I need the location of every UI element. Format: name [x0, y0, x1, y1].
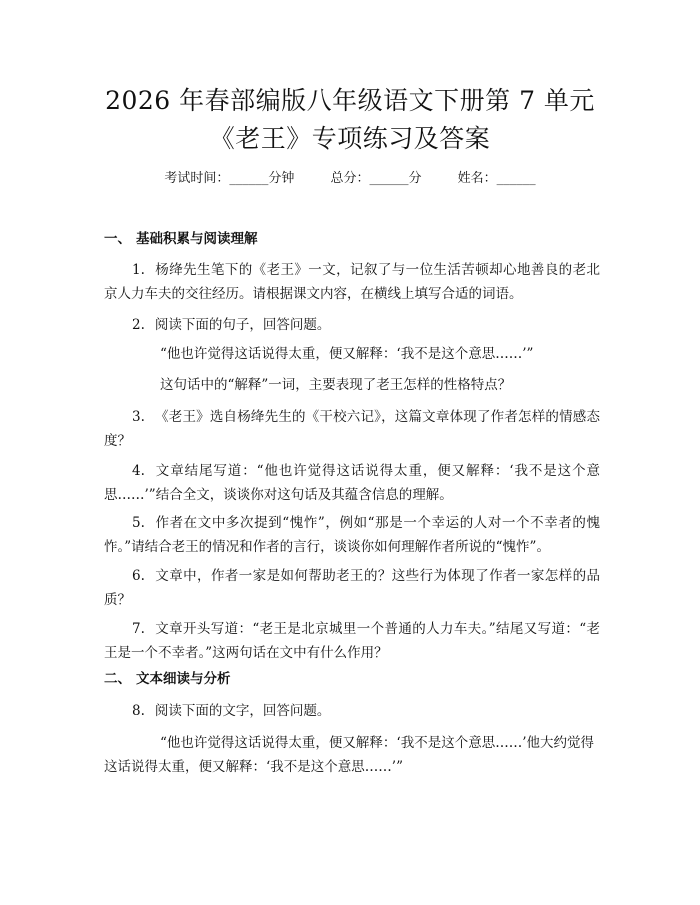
question-number: 7. [132, 621, 145, 637]
section-heading-2 [104, 670, 231, 688]
question-number: 3. [132, 409, 145, 425]
section-number: 一、 [104, 231, 131, 247]
question-text: 阅读下面的句子，回答问题。 [154, 317, 331, 333]
question-8-quote: “他也许觉得这话说得太重，便又解释：‘我不是这个意思……’他大约觉得这话说得太重，便又解释：‘我不是这个意思……’” [104, 735, 594, 775]
section-title: 基础积累与阅读理解 [136, 231, 258, 247]
document-title-line-2: 《老王》专项练习及答案 [209, 124, 491, 153]
question-text: 杨绛先生笔下的《老王》一文，记叙了与一位生活苦顿却心地善良的老北京人力车夫的交往经历。请根据课文内容，在横线上填写合适的词语。 [104, 262, 600, 302]
section-title: 文本细读与分析 [136, 671, 231, 687]
question-5 [104, 511, 600, 559]
question-8 [104, 699, 600, 723]
question-text: 《老王》选自杨绛先生的《干校六记》，这篇文章体现了作者怎样的情感态度？ [104, 409, 600, 449]
total-score-field: 总分：______分 [330, 171, 422, 186]
question-text: 文章结尾写道：“他也许觉得这话说得太重，便又解释：‘我不是这个意思……’”结合全文，谈谈你对这句话及其蕴含信息的理解。 [104, 463, 600, 503]
section-heading-1 [104, 230, 258, 248]
question-number: 8. [132, 703, 145, 719]
question-4 [104, 459, 600, 507]
question-1 [104, 258, 600, 306]
question-number: 5. [132, 515, 145, 531]
exam-time-field: 考试时间：______分钟 [164, 171, 295, 186]
question-number: 1. [132, 262, 145, 278]
question-text: 文章开头写道：“老王是北京城里一个普通的人力车夫。”结尾又写道：“老王是一个不幸者。”这两句话在文中有什么作用？ [104, 621, 600, 661]
question-2-prompt: 这句话中的“解释”一词，主要表现了老王怎样的性格特点？ [160, 377, 512, 393]
question-7 [104, 617, 600, 665]
question-text: 阅读下面的文字，回答问题。 [154, 703, 331, 719]
question-2 [104, 313, 600, 337]
document-title-line-1: 2026 年春部编版八年级语文下册第 7 单元 [105, 86, 595, 115]
question-number: 6. [132, 568, 145, 584]
section-number: 二、 [104, 671, 131, 687]
student-name-field: 姓名：______ [457, 171, 536, 186]
question-3 [104, 405, 600, 453]
question-2-quote: “他也许觉得这话说得太重，便又解释：‘我不是这个意思……’” [160, 346, 534, 362]
question-text: 作者在文中多次提到“愧怍”，例如“那是一个幸运的人对一个不幸者的愧怍。”请结合老王的情况和作者的言行，谈谈你如何理解作者所说的“愧怍”。 [104, 515, 600, 555]
question-number: 4. [132, 463, 145, 479]
question-6 [104, 564, 600, 612]
question-text: 文章中，作者一家是如何帮助老王的？这些行为体现了作者一家怎样的品质？ [104, 568, 600, 608]
question-number: 2. [132, 317, 145, 333]
exam-meta [0, 170, 700, 188]
